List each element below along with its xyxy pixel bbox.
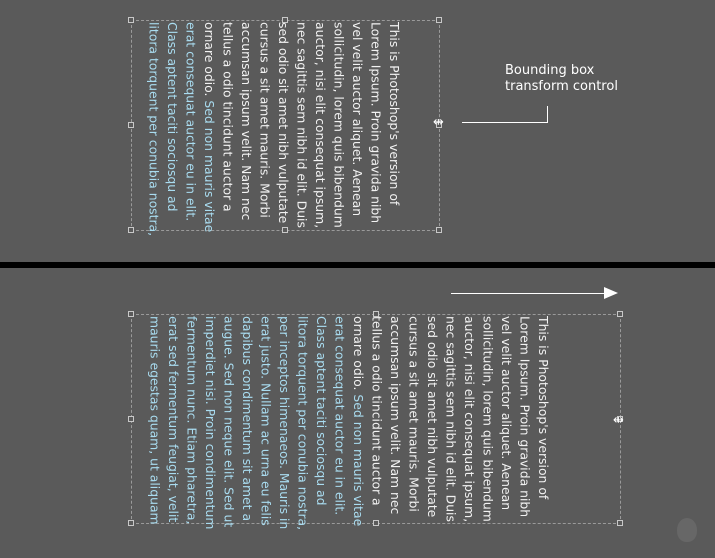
text-line: nec sagittis sem nibh id elit. Duis bbox=[294, 22, 310, 228]
callout-line-2: transform control bbox=[505, 79, 618, 94]
callout-label bbox=[505, 63, 618, 95]
callout-leader-vertical bbox=[547, 106, 548, 123]
overflow-text-line: augue. Sed non neque elit. Sed ut bbox=[221, 316, 237, 528]
text-line: cursus a sit amet mauris. Morbi bbox=[257, 22, 273, 218]
overflow-text-line: erat consequat auctor eu in elit. bbox=[332, 316, 348, 516]
text-line: vel velit auctor aliquet. Aenean bbox=[350, 22, 365, 217]
text-line: sed odio sit amet nibh vulputate bbox=[276, 22, 291, 224]
text-line: Lorem Ipsum. Proin gravida nibh bbox=[368, 22, 384, 224]
watermark-logo-icon bbox=[677, 518, 697, 542]
overflow-text-line: mauris egestas quam, ut aliquam bbox=[147, 316, 163, 525]
handle-top-right[interactable] bbox=[617, 311, 623, 317]
handle-top-left[interactable] bbox=[128, 17, 134, 23]
text-line: This is Photoshop's version of bbox=[536, 316, 551, 500]
handle-middle-left[interactable] bbox=[128, 122, 134, 128]
right-arrow-icon bbox=[604, 287, 618, 299]
overflow-text-line: erat consequat auctor eu in elit. bbox=[183, 22, 199, 222]
text-line: sollicitudin, lorem quis bibendum bbox=[480, 316, 496, 522]
handle-bottom-right[interactable] bbox=[436, 227, 442, 233]
vertical-text-layer-expanded[interactable] bbox=[145, 316, 552, 531]
horizontal-resize-cursor-icon: ⇹ bbox=[613, 413, 624, 428]
handle-top-right[interactable] bbox=[436, 17, 442, 23]
text-line: Lorem Ipsum. Proin gravida nibh bbox=[517, 316, 533, 518]
overflow-text-line: imperdiet nisi. Proin condimentum bbox=[203, 316, 218, 530]
overflow-text-segment: Sed non mauris vitae bbox=[351, 394, 366, 527]
overflow-text-line: litora torquent per conubia nostra, bbox=[295, 316, 311, 531]
text-line: auctor, nisi elit consequat ipsum, bbox=[462, 316, 477, 523]
handle-bottom-left[interactable] bbox=[128, 227, 134, 233]
text-line: This is Photoshop's version of bbox=[387, 22, 402, 206]
canvas-top-panel bbox=[0, 0, 715, 262]
overflow-text-line: dapibus condimentum sit amet a bbox=[240, 316, 255, 522]
text-line: tellus a odio tincidunt auctor a bbox=[369, 316, 385, 506]
text-line: sollicitudin, lorem quis bibendum bbox=[331, 22, 347, 228]
text-line: tellus a odio tincidunt auctor a bbox=[220, 22, 236, 212]
callout-leader-horizontal bbox=[462, 122, 548, 123]
overflow-text-line: per inceptos himenaeos. Mauris in bbox=[277, 316, 292, 530]
drag-arrow-line bbox=[451, 293, 605, 294]
overflow-text-line: Class aptent taciti sociosqu ad bbox=[165, 22, 180, 212]
text-line: sed odio sit amet nibh vulputate bbox=[425, 316, 440, 518]
text-line: cursus a sit amet mauris. Morbi bbox=[406, 316, 422, 512]
vertical-text-layer[interactable] bbox=[144, 22, 403, 237]
overflow-text-line: litora torquent per conubia nostra, bbox=[146, 22, 162, 237]
callout-line-1: Bounding box bbox=[505, 63, 595, 78]
handle-bottom-right[interactable] bbox=[617, 520, 623, 526]
handle-bottom-left[interactable] bbox=[128, 520, 134, 526]
overflow-text-line: fermentum nunc. Etiam pharetra, bbox=[184, 316, 200, 525]
text-line: accumsan ipsum velit. Nam nec bbox=[388, 316, 403, 515]
text-line: ornare odio. Sed non mauris vitae bbox=[202, 22, 217, 233]
handle-middle-left[interactable] bbox=[128, 416, 134, 422]
overflow-text-line: Class aptent taciti sociosqu ad bbox=[314, 316, 329, 506]
overflow-text-line: erat justo. Nullam ac urna eu felis bbox=[258, 316, 274, 526]
horizontal-resize-cursor-icon: ⇹ bbox=[433, 115, 444, 130]
overflow-text-line: erat sed fermentum feugiat, velit bbox=[166, 316, 181, 523]
text-line: auctor, nisi elit consequat ipsum, bbox=[313, 22, 328, 229]
overflow-text-segment: Sed non mauris vitae bbox=[202, 100, 217, 233]
canvas-bottom-panel bbox=[0, 268, 715, 558]
text-line: vel velit auctor aliquet. Aenean bbox=[499, 316, 514, 511]
handle-top-left[interactable] bbox=[128, 311, 134, 317]
text-line: nec sagittis sem nibh id elit. Duis bbox=[443, 316, 459, 522]
text-line: ornare odio. Sed non mauris vitae bbox=[351, 316, 366, 527]
text-line: accumsan ipsum velit. Nam nec bbox=[239, 22, 254, 221]
